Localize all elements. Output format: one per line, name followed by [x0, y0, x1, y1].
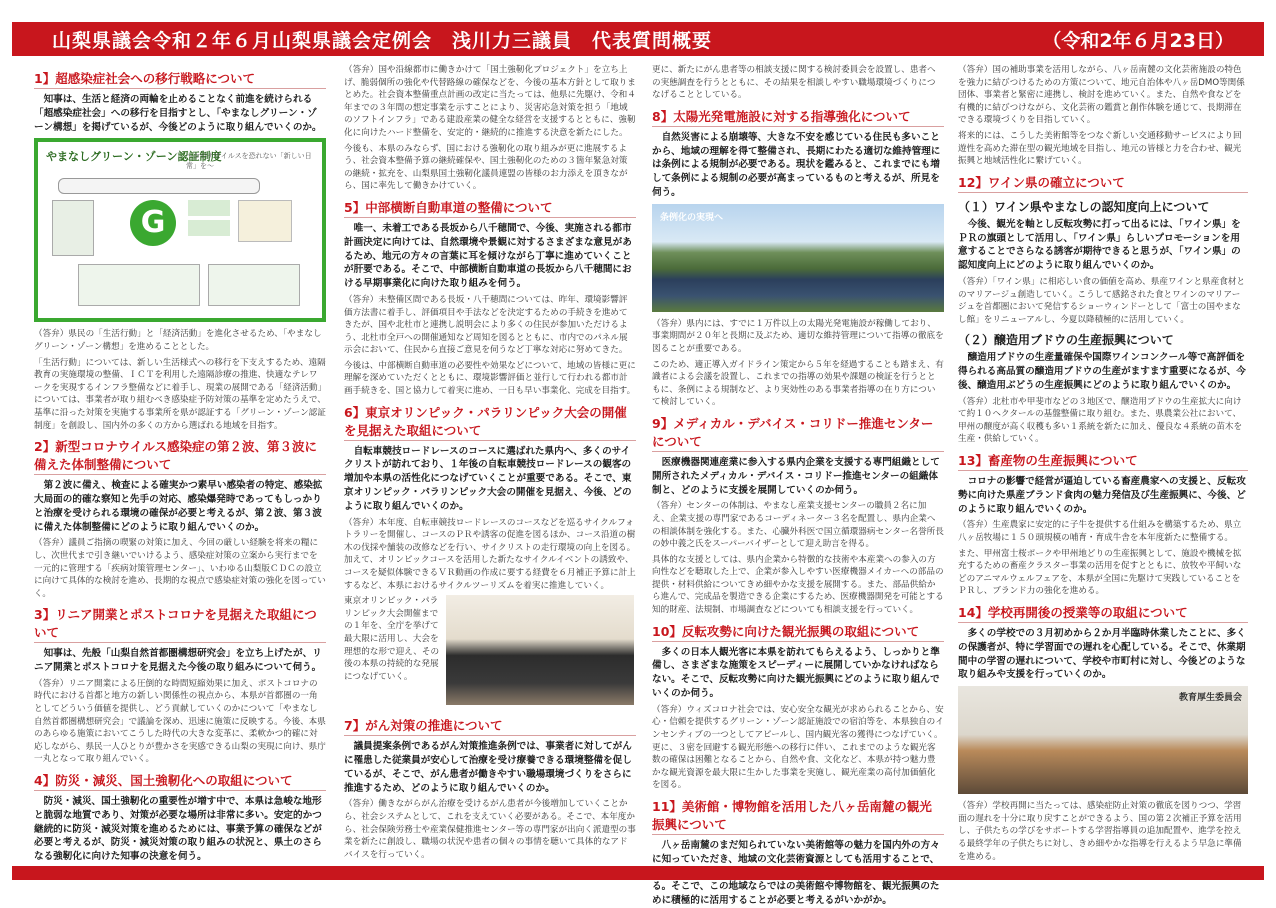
section-14-answer: （答弁）学校再開に当たっては、感染症防止対策の徹底を図りつつ、学習面の遅れを十分に取り戻すことができるよう、国の第２次補正予算を活用し、子供たちの学びをサポートする学習指導員の追加配置や、進学を控える最終学年の子供たちに対し、きめ細やかな指導を行えるよう早急に準備を進める。 — [958, 801, 1242, 862]
section-4-question: 防災・減災、国土強靭化の重要性が増す中で、本県は急峻な地形と脆弱な地質であり、対策が必要な場所は非常に多い。安定的かつ継続的に防災・減災対策を進めるためには、事業予算の確保などが必要と考えるが、防災・減災対策の取り組みの状況と、県土のさらなる強靭化に向けた知事の決意を伺う。 — [34, 796, 322, 863]
section-11-answer-2: 将来的には、こうした美術館等をつなぐ新しい交通移動サービスにより回遊性を高めた滞在型の観光地域を目指し、地元の皆様と力を合わせ、観光振興と地域活性化に繋げていく。 — [958, 130, 1242, 167]
diagram-title: やまなしグリーン・ゾーン認証制度 — [46, 150, 222, 164]
section-5-heading: 5】中部横断自動車道の整備について — [344, 199, 636, 218]
section-13-heading: 13】畜産物の生産振興について — [958, 452, 1248, 471]
section-2-answer: （答弁）議員ご指摘の喫緊の対策に加え、今回の厳しい経験を将来の糧にし、次世代まで引き継いでいけるよう、感染症対策の立案から実行までを一元的に管理する「疾病対策管理センター」、いわゆる山梨版ＣＤＣの設立に向けて具体的な検討を進め、長期的な視点で感染症対策の強化を図っていく。 — [34, 538, 326, 599]
section-9-heading: 9】メディカル・デバイス・コリドー推進センターについて — [652, 415, 944, 452]
section-3-question: 知事は、先般「山梨自然首都圏構想研究会」を立ち上げたが、リニア開業とポストコロナを見据えた今後の取り組みについて伺う。 — [34, 648, 322, 674]
section-12-question-2: 醸造用ブドウの生産量確保や国際ワインコンクール等で高評価を得られる高品質の醸造用ブドウの生産がますます重要になるが、今後、醸造用ぶどうの生産振興にどのように取り組んでいくのか。 — [958, 352, 1246, 391]
olympics-photo — [446, 595, 634, 705]
column-1 — [34, 64, 326, 863]
section-8-question: 自然災害による崩壊等、大きな不安を感じている住民も多いことから、地域の理解を得て整備され、長期にわたる適切な維持管理には条例による規制が必要である。現状を鑑みると、これまでにも増して条例による規制の必要が高まっているものと考えるが、所見を伺う。 — [652, 131, 941, 198]
footer-bar — [12, 866, 1264, 880]
diagram-box — [188, 220, 230, 236]
section-8-heading: 8】太陽光発電施設に対する指導強化について — [652, 108, 944, 127]
section-3-answer: （答弁）リニア開業による圧倒的な時間短縮効果に加え、ポストコロナの時代における首都と地方の新しい関係性の視点から、本県が首都圏の一角としてどういう価値を提供し、どう貢献していくのかについて「やまなし自然首都圏構想研究会」で議論を深め、迅速に施策に反映する。今後、本県のあらゆる施策においてこうした時代の大きな変革に、柔軟かつ的確に対応しながら、県民一人ひとりが豊かさを実感できる山梨の実現に向け、県庁一丸となって取り組んでいく。 — [34, 678, 326, 765]
section-12-heading: 12】ワイン県の確立について — [958, 174, 1248, 193]
section-14-question: 多くの学校での３月初めから２か月半臨時休業したことに、多くの保護者が、特に学習面での遅れを心配している。そこで、休業期間中の学習の遅れについて、学校や市町村に対し、今後どのような取り組みや支援を行っていくのか。 — [958, 628, 1246, 681]
section-7-question: 議員提案条例であるがん対策推進条例では、事業者に対してがんに罹患した従業員が安心して治療を受け療養できる環境整備を促しているが、そこで、がん患者が働きやすい職場環境づくりをさらに推進するため、どのように取り組んでいくのか。 — [344, 741, 632, 794]
section-10-heading: 10】反転攻勢に向けた観光振興の取組について — [652, 623, 944, 642]
section-9-answer-2: 具体的な支援としては、県内企業から特徴的な技術や本産業への参入の方向性などを聴取した上で、企業が参入しやすい医療機器メイカーへの部品の提供・材料供給についてきめ細やかな支援を展開する。また、部品供給から進んで、完成品を製造できる企業にするため、医療機器開発を可能とする知的財産、法規制、市場調査などについても相談支援を行っていく。 — [652, 554, 944, 616]
section-14-heading: 14】学校再開後の授業等の取組について — [958, 604, 1248, 623]
section-6-question: 自転車競技ロードレースのコースに選ばれた県内へ、多くのサイクリストが訪れており、１年後の自転車競技ロードレースの観客の増加や本県の活性化につなげていくことが重要である。そこで、東京オリンピック・パラリンピック大会の開催を見据え、今後、どのように取り組んでいくのか。 — [344, 445, 632, 512]
section-5-question: 唯一、未着工である長坂から八千穂間で、今後、実施される都市計画決定に向けては、自然環境や景観に対するさまざまな意見があるため、地元の方々の言葉に耳を傾けながら丁寧に進めていくことが肝要である。そこで、中部横断自動車道の長坂から八千穂間における早期事業化に向けた取り組みを伺う。 — [344, 222, 632, 290]
section-8-answer-2: このため、適正導入ガイドライン策定から５年を経過することも踏まえ、有識者による会議を設置し、これまでの指導の効果や課題の検証を行うとともに、条例による規制など、より実効性のある事業者指導の在り方について検討していく。 — [652, 359, 944, 408]
section-5-answer: （答弁）未整備区間である長坂・八千穂間については、昨年、環境影響評価方法書に着手し、評価項目や手法などを決定するための手続きを進めてきたが、国や北杜市と連携し説明会により多くの住民が参加いただけるよう、北杜市全戸への開催通知など周知を図るとともに、市内でのパネル展示会において、住民から直接ご意見を伺うなど丁寧な対応に努めてきた。 — [344, 294, 628, 356]
section-11-heading: 11】美術館・博物館を活用した八ヶ岳南麓の観光振興について — [652, 798, 944, 835]
section-13-answer-2: また、甲州富士桜ポークや甲州地どりの生産振興として、施設や機械を拡充するための畜産クラスター事業の活用を促すとともに、放牧や平飼いなどのアニマルウェルフェアを、本県が全国に先駆けて実践していることをＰＲし、ブランド力の強化を進める。 — [958, 548, 1242, 597]
olympics-caption: 東京オリンピック・パラリンピック大会開催までの１年を、全庁を挙げて最大限に活用し、大会を理想的な形で迎え、その後の本県の持続的な発展につなげていく。 — [344, 596, 440, 682]
section-12-answer-2: （答弁）北杜市や甲斐市などの３地区で、醸造用ブドウの生産拡大に向けて約１０ヘクタールの基盤整備に取り組む。また、県農業公社において、甲州の醸度が高く収穫も多い１系統を新たに加え、優良な４系統の苗木を生産・供給していく。 — [958, 396, 1243, 445]
section-12-sub-1: （１）ワイン県やまなしの認知度向上について — [958, 199, 1210, 214]
committee-photo-label: 教育厚生委員会 — [1178, 693, 1242, 704]
section-10-answer: （答弁）ウィズコロナ社会では、安心安全な観光が求められることから、安心・信頼を提供するグリーン・ゾーン認証施設での宿泊等を、本県独自のインセンティブの一つとしてアピールし、国内観光客の獲得につなげていく。更に、３密を回避する観光形態への移行に伴い、これまでのような観光客数の確保は困難となることから、自然や食、文化など、本県が持つ魅力豊かな観光資源を最大限に生かした事業を実施し、観光産業の高付加価値化を図る。 — [652, 704, 944, 791]
section-2-question: 第２波に備え、検査による確実かつ素早い感染者の特定、感染拡大局面の的確な察知と先手の対応、感染爆発時であってもしっかりと治療を受けられる環境の確保が必要と考えるが、第２波、第３波に備えた体制整備にどのように取り組んでいくのか。 — [34, 480, 323, 533]
olympics-row — [344, 595, 636, 711]
diagram-box — [188, 200, 230, 216]
diagram-box — [78, 264, 200, 306]
section-1-question: 知事は、生活と経済の両輪を止めることなく前進を続けられる「超感染症社会」への移行を目指すとし、「やまなしグリーン・ゾーン構想」を掲げているが、今後どのように取り組んでいくのか。 — [34, 94, 322, 133]
header-banner — [12, 22, 1264, 56]
section-12-question-1: 今後、観光を軸とし反転攻勢に打って出るには、「ワイン県」をＰＲの旗頭として活用し、「ワイン県」らしいプロモーションを用意することでさらなる誘客が期待できると思うが、「ワイン県」の認知度向上にどのように取り組んでいくのか。 — [958, 218, 1241, 272]
solar-photo-label: 条例化の実現へ — [660, 212, 724, 223]
section-3-heading: 3】リニア開業とポストコロナを見据えた取組について — [34, 606, 326, 643]
section-10-question: 多くの日本人観光客に本県を訪れてもらえるよう、しっかりと準備し、さまざまな施策をスピーディーに展開していかなければならない。そこで、反転攻勢に向けた観光振興にどのように取り組んでいくのか伺う。 — [652, 646, 940, 700]
section-12-sub-2: （２）醸造用ブドウの生産振興について — [958, 333, 1174, 348]
section-6-answer: （答弁）本年度、自転車競技ロードレースのコースなどを巡るサイクルフォトラリーを開催し、コースのＰＲや誘客の促進を図るほか、コース沿道の樹木の伐採や舗装の改修などを行い、サイクリストの走行環境の向上を図る。加えて、オリンピックコースを活用した新たなサイクルイベントの誘致や、コースを疑似体験できるＶＲ動画の作成に要する経費を６月補正予算に計上するなど、本県におけるサイクルツーリズムを着実に推進していく。 — [344, 517, 636, 591]
section-4-answer: （答弁）国や沿線都市に働きかけて「国土強靭化プロジェクト」を立ち上げ、脆弱個所の強化や代替路線の確保などを、今後の基本方針として取りまとめた。社会資本整備重点計画の改定に当たっては、他県に先駆け、令和４年までの３年間の想定事業を示すことにより、災害応急対策を担う「地域のソフトインフラ」である建設産業の健全な経営を支援するとともに、強靭化に向けたハード整備を、安定的・継続的に推進する決意を新たにした。 — [344, 65, 636, 138]
section-13-question: コロナの影響で経営が逼迫している畜産農家への支援と、反転攻勢に向けた県産ブランド食肉の魅力発信及び生産振興に、今後、どのように取り組んでいくのか。 — [958, 476, 1246, 515]
committee-photo — [958, 686, 1248, 794]
section-9-answer: （答弁）センターの体制は、やまなし産業支援センターの職員２名に加え、企業支援の専門家であるコーディネーター３名を配置し、県内企業への相談体制を強化する。また、心臓外科医で国立循環器病センター名誉所長の妙中義之氏をスーパーバイザーとして迎え助言を得る。 — [652, 501, 944, 550]
green-zone-diagram — [34, 138, 326, 322]
column-2 — [344, 64, 636, 860]
section-1-answer-2: 「生活行動」については、新しい生活様式への移行を下支えするため、遠隔教育の実施環境の整備、ＩＣＴを利用した遠隔診療の推進、快適なテレワークを実現するインフラ整備などに着手し、現業の展開である「経済活動」については、事業者が取り組むべき感染症予防対策の基準を定めたうえで、基準に沿った対策を実施する事業所を県が認証する「グリーン・ゾーン認証制度」を創設し、国内外の多くの方から選ばれる地域を目指す。 — [34, 357, 326, 431]
column-4 — [958, 64, 1248, 860]
section-1-answer: （答弁）県民の「生活行動」と「経済活動」を進化させるため、「やまなしグリーン・ゾーン構想」を進めることとした。 — [34, 329, 322, 352]
diagram-box — [58, 178, 260, 194]
section-7-heading: 7】がん対策の推進について — [344, 717, 636, 736]
section-2-heading: 2】新型コロナウイルス感染症の第２波、第３波に備えた体制整備について — [34, 438, 326, 475]
section-13-answer: （答弁）生産農家に安定的に子牛を提供する仕組みを構築するため、県立八ヶ岳牧場に１５０頭規模の哺育・育成牛舎を本年度新たに整備する。 — [958, 520, 1242, 544]
solar-photo — [652, 204, 944, 312]
section-8-answer: （答弁）県内には、すでに１万件以上の太陽光発電施設が稼働しており、事業期間が２０年と長期に及ぶため、適切な維持管理について指導の徹底を図ることが重要である。 — [652, 318, 944, 354]
page-date: （令和2年６月23日） — [1042, 30, 1234, 52]
section-6-heading: 6】東京オリンピック・パラリンピック大会の開催を見据えた取組について — [344, 404, 636, 441]
diagram-box — [208, 264, 300, 306]
section-7-answer-2: 更に、新たにがん患者等の相談支援に関する検討委員会を設置し、患者への実態調査を行うとともに、その結果を相談しやすい職場環境づくりにつなげることとしている。 — [652, 65, 936, 101]
page-title: 山梨県議会令和２年６月山梨県議会定例会 浅川力三議員 代表質問概要 — [52, 30, 713, 52]
diagram-center-logo: G — [130, 200, 176, 246]
section-1-heading: 1】超感染症社会への移行戦略について — [34, 70, 326, 89]
section-5-answer-2: 今後は、中部横断自動車道の必要性や効果などについて、地域の皆様に更に理解を深めていただくとともに、環境影響評価と並行して行われる都市計画手続きを、国と協力して着実に進め、一日も早い事業化、完成を目指す。 — [344, 360, 636, 397]
section-11-question: 八ヶ岳南麓のまだ知られていない美術館等の魅力を国内外の方々に知っていただき、地域の文化芸術資源としても活用することで、 る。そこで、この地域ならではの美術館や博物館を、観光振興のために積極的に活用することが必要と考えるがいかがか。 — [652, 840, 940, 907]
section-7-answer: （答弁）働きながらがん治療を受けるがん患者が今後増加していくことから、社会システムとして、これを支えていく必要がある。そこで、本年度から、社会保険労務士や産業保健推進センター等の専門家が出向く派遣型の事業を新たに創設し、職場の状況や患者の個々の事情を聴いて具体的なアドバイスを行っていく。 — [344, 799, 636, 860]
section-4-answer-2: 今後も、本県のみならず、国における強靭化の取り組みが更に進展するよう、社会資本整備予算の継続確保や、国土強靭化のための３箇年緊急対策の継続・拡充を、山梨県国土強靭化議員連盟の皆様のお力添えを頂きながら、国に率先して働きかけていく。 — [344, 143, 628, 192]
section-12-answer-1: （答弁）「ワイン県」に相応しい食の価値を高め、県産ワインと県産食材とのマリアージュ創造していく。こうして感銘された食とワインのマリアージュを首都圏において発信するショーウィンドーとして「富士の国やまなし館」をリニューアルし、今夏以降積極的に活用していく。 — [958, 276, 1246, 325]
diagram-box — [238, 200, 292, 242]
diagram-box — [52, 200, 94, 256]
section-9-question: 医療機器関連産業に参入する県内企業を支援する専門組織として開所されたメディカル・デバイス・コリドー推進センターの組織体制と、どのように支援を展開していくのか伺う。 — [652, 456, 940, 496]
column-3 — [652, 64, 944, 907]
section-4-heading: 4】防災・減災、国土強靭化への取組について — [34, 772, 326, 791]
diagram-subtitle: ～コロナウイルスを恐れない「新しい日常」を～ — [186, 152, 312, 171]
section-11-answer: （答弁）国の補助事業を活用しながら、八ヶ岳南麓の文化芸術施設の特色を強力に結びつけるための方策について、地元自治体や八ヶ岳DMO等関係団体、事業者と緊密に連携し、検討を進めていく。また、自然や食などを有機的に結びつけながら、文化芸術の鑑賞と創作体験を通じて、長期滞在できる環境づくりを目指していく。 — [958, 65, 1245, 126]
